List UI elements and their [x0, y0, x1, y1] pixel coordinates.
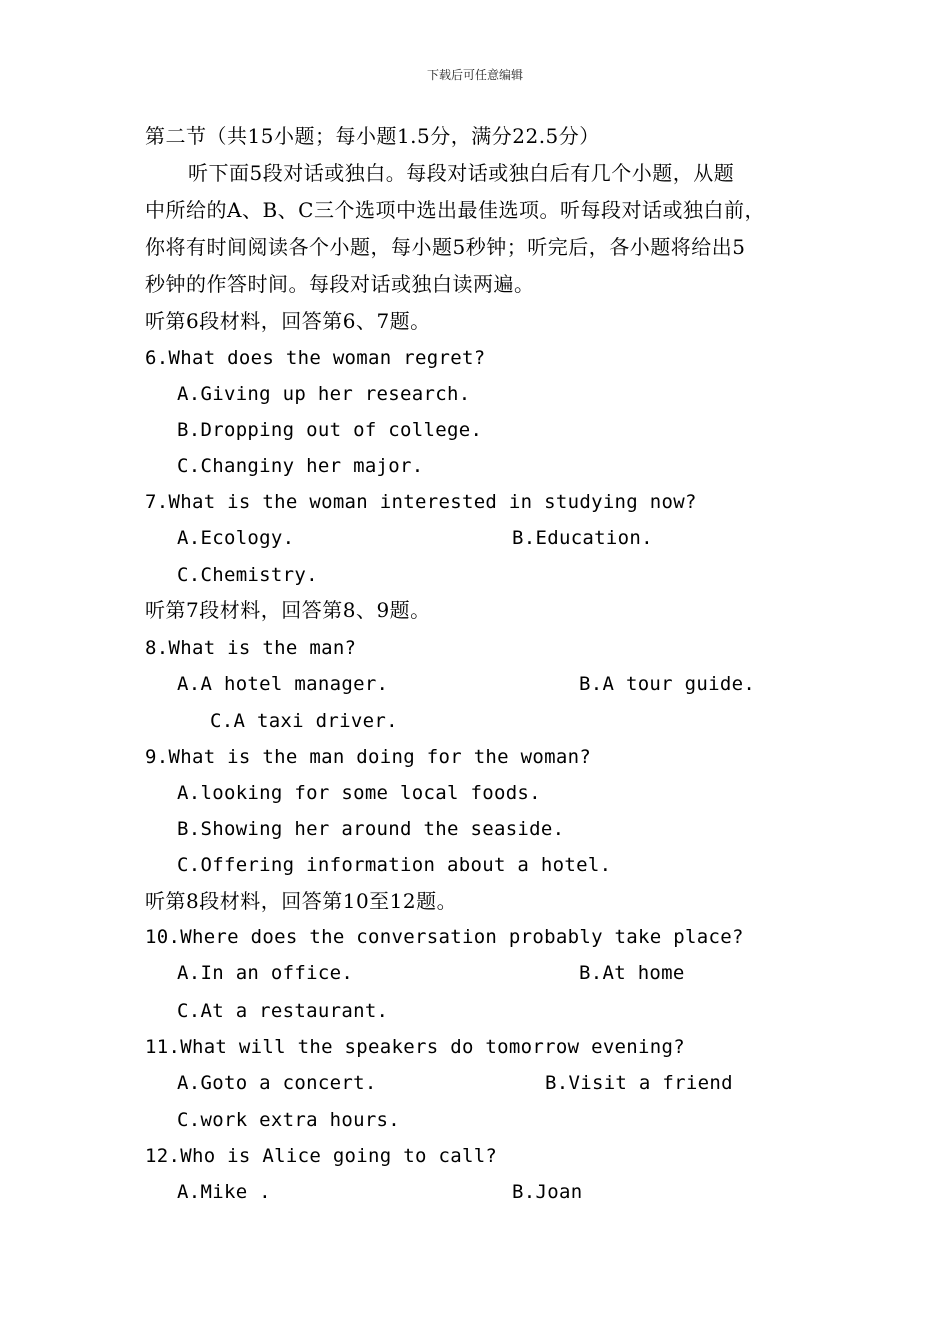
- q9-option-c: C.Offering information about a hotel.: [177, 854, 612, 876]
- q11-option-c: C.work extra hours.: [177, 1109, 401, 1131]
- instructions-line-3: 你将有时间阅读各个小题，每小题5秒钟；听完后，各小题将给出5: [145, 235, 746, 259]
- section-title: 第二节（共15小题；每小题1.5分，满分22.5分）: [145, 124, 600, 148]
- q7-option-b: B.Education.: [512, 527, 653, 549]
- question-10: 10.Where does the conversation probably take place?: [145, 926, 744, 948]
- question-9: 9.What is the man doing for the woman?: [145, 746, 592, 768]
- page-header: 下载后可任意编辑: [426, 68, 523, 82]
- question-11: 11.What will the speakers do tomorrow evening?: [145, 1036, 685, 1058]
- q7-option-a: A.Ecology.: [177, 527, 295, 549]
- q7-option-c: C.Chemistry.: [177, 564, 318, 586]
- question-8: 8.What is the man?: [145, 637, 357, 659]
- q12-option-b: B.Joan: [512, 1181, 583, 1203]
- q11-option-a: A.Goto a concert.: [177, 1072, 377, 1094]
- question-7: 7.What is the woman interested in studying now?: [145, 491, 697, 513]
- q9-option-a: A.looking for some local foods.: [177, 782, 541, 804]
- q10-option-c: C.At a restaurant.: [177, 1000, 389, 1022]
- material-8-heading: 听第8段材料，回答第10至12题。: [145, 889, 458, 913]
- q10-option-b: B.At home: [579, 962, 685, 984]
- q6-option-c: C.Changiny her major.: [177, 455, 424, 477]
- material-6-heading: 听第6段材料，回答第6、7题。: [145, 309, 431, 333]
- q8-option-a: A.A hotel manager.: [177, 673, 389, 695]
- question-12: 12.Who is Alice going to call?: [145, 1145, 498, 1167]
- q8-option-b: B.A tour guide.: [579, 673, 756, 695]
- q10-option-a: A.In an office.: [177, 962, 354, 984]
- material-7-heading: 听第7段材料，回答第8、9题。: [145, 598, 431, 622]
- instructions-line-4: 秒钟的作答时间。每段对话或独白读两遍。: [145, 272, 535, 296]
- q9-option-b: B.Showing her around the seaside.: [177, 818, 565, 840]
- q6-option-a: A.Giving up her research.: [177, 383, 471, 405]
- q6-option-b: B.Dropping out of college.: [177, 419, 483, 441]
- instructions-line-1: 听下面5段对话或独白。每段对话或独白后有几个小题，从题: [188, 161, 735, 185]
- question-6: 6.What does the woman regret?: [145, 347, 486, 369]
- q12-option-a: A.Mike .: [177, 1181, 271, 1203]
- q11-option-b: B.Visit a friend: [545, 1072, 733, 1094]
- instructions-line-2: 中所给的A、B、C三个选项中选出最佳选项。听每段对话或独白前，: [145, 198, 765, 222]
- q8-option-c: C.A taxi driver.: [210, 710, 398, 732]
